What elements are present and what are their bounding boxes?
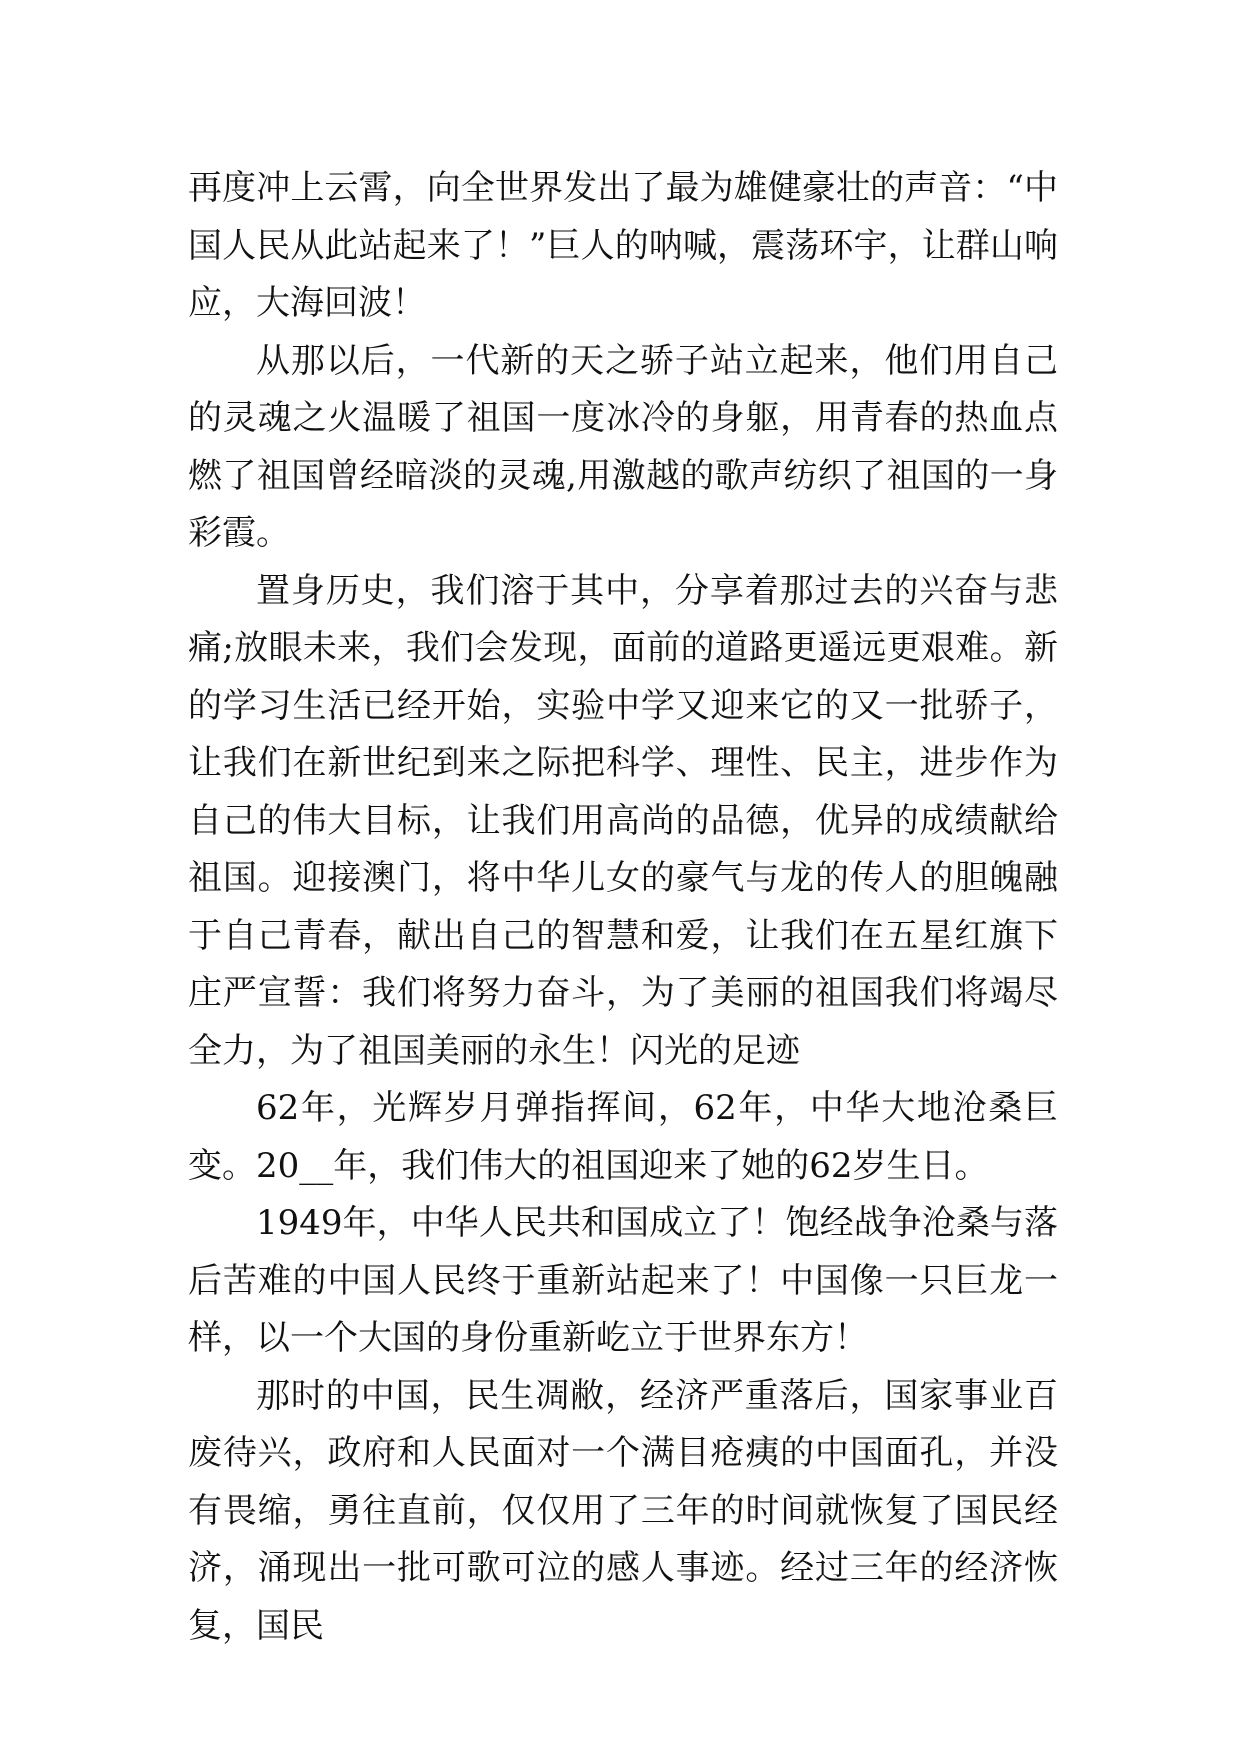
paragraph-4: 62年，光辉岁月弹指挥间，62年，中华大地沧桑巨变。20__年，我们伟大的祖国迎来了她的62岁生日。 (188, 1088, 1058, 1186)
paragraph-3: 置身历史，我们溶于其中，分享着那过去的兴奋与悲痛;放眼未来，我们会发现，面前的道路更遥远更艰难。新的学习生活已经开始，实验中学又迎来它的又一批骄子，让我们在新世纪到来之际把科学、理性、民主，进步作为自己的伟大目标，让我们用高尚的品德，优异的成绩献给祖国。迎接澳门，将中华儿女的豪气与龙的传人的胆魄融于自己青春，献出自己的智慧和爱，让我们在五星红旗下庄严宣誓：我们将努力奋斗，为了美丽的祖国我们将竭尽全力，为了祖国美丽的永生！闪光的足迹 (188, 570, 1058, 1071)
paragraph-5: 1949年，中华人民共和国成立了！饱经战争沧桑与落后苦难的中国人民终于重新站起来了！中国像一只巨龙一样，以一个大国的身份重新屹立于世界东方！ (188, 1203, 1058, 1358)
paragraph-1: 再度冲上云霄，向全世界发出了最为雄健豪壮的声音：“中国人民从此站起来了！”巨人的呐喊，震荡环宇，让群山响应，大海回波！ (188, 168, 1058, 323)
paragraph-6: 那时的中国，民生凋敝，经济严重落后，国家事业百废待兴，政府和人民面对一个满目疮痍的中国面孔，并没有畏缩，勇往直前，仅仅用了三年的时间就恢复了国民经济，涌现出一批可歌可泣的感人事迹。经过三年的经济恢复，国民 (188, 1375, 1058, 1646)
body-text (188, 160, 1058, 1655)
paragraph-2: 从那以后，一代新的天之骄子站立起来，他们用自己的灵魂之火温暖了祖国一度冰冷的身躯，用青春的热血点燃了祖国曾经暗淡的灵魂,用激越的歌声纺织了祖国的一身彩霞。 (188, 340, 1058, 553)
